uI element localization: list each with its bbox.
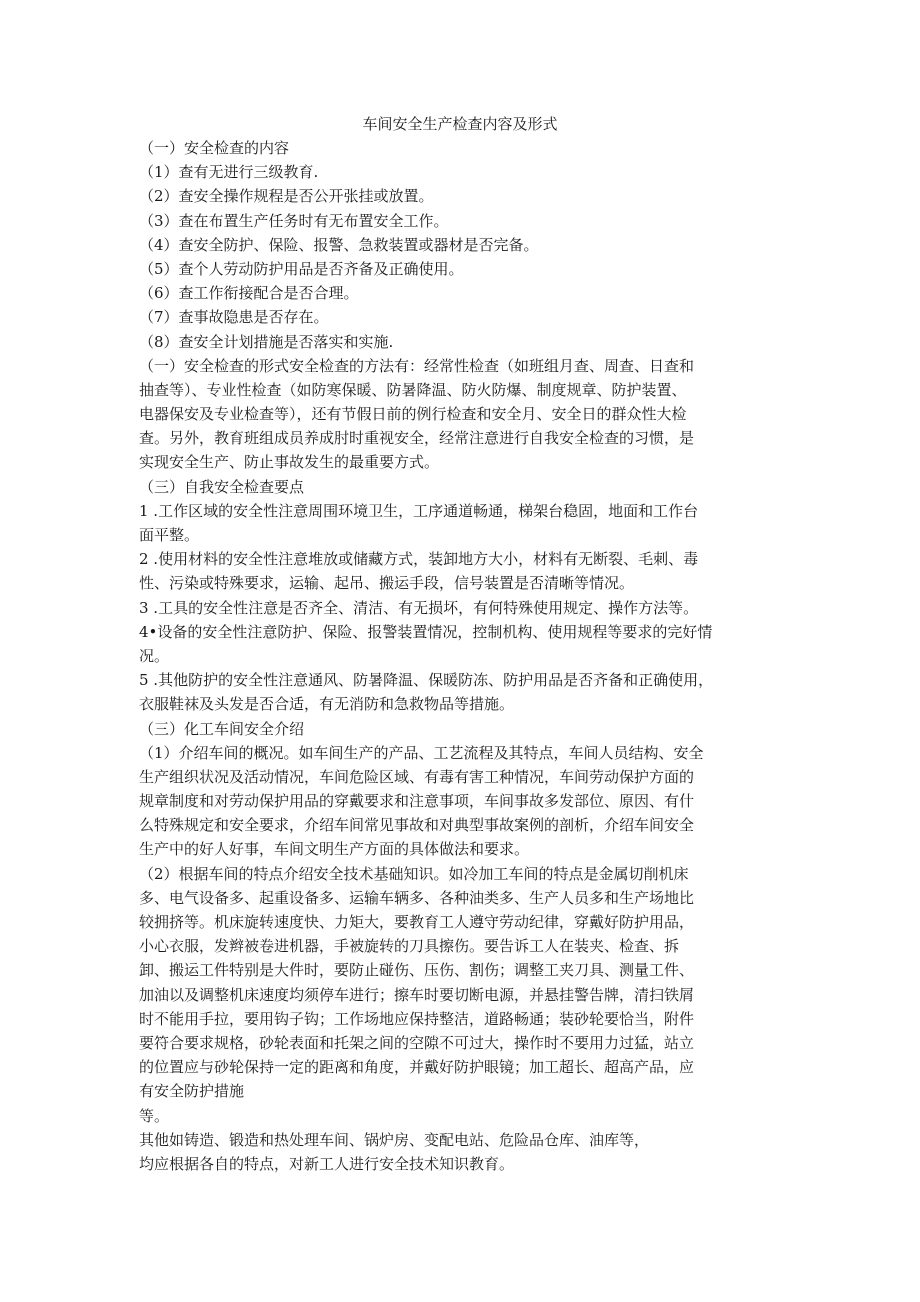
text-line: （三）化工车间安全介绍 xyxy=(139,719,305,738)
text-line: 么特殊规定和安全要求，介绍车间常见事故和对典型事故案例的剖析，介绍车间安全 xyxy=(139,816,695,835)
text-line: 小心衣服，发辫被卷进机器，手被旋转的刀具擦伤。要告诉工人在装夹、检查、拆 xyxy=(139,937,680,956)
text-line: 抽查等）、专业性检查（如防寒保暖、防暑降温、防火防爆、制度规章、防护装置、 xyxy=(139,380,687,399)
text-line: 4•设备的安全性注意防护、保险、报警装置情况，控制机构、使用规程等要求的完好情 xyxy=(139,622,713,641)
text-line: 生产中的好人好事，车间文明生产方面的具体做法和要求。 xyxy=(139,840,530,859)
text-line: 的位置应与砂轮保持一定的距离和角度，并戴好防护眼镜；加工超长、超高产品，应 xyxy=(139,1058,695,1077)
text-line: （一）安全检查的内容 xyxy=(139,139,290,157)
text-line: （1）介绍车间的概况。如车间生产的产品、工艺流程及其特点，车间人员结构、安全 xyxy=(139,743,704,762)
text-line: （2）根据车间的特点介绍安全技术基础知识。如冷加工车间的特点是金属切削机床 xyxy=(139,864,689,883)
text-line: 实现安全生产、防止事故发生的最重要方式。 xyxy=(139,453,440,472)
text-line: 要符合要求规格，砂轮表面和托架之间的空隙不可过大，操作时不要用力过猛，站立 xyxy=(139,1033,695,1052)
text-line: （4）查安全防护、保险、报警、急救装置或器材是否完备。 xyxy=(139,235,539,254)
text-line: 有安全防护措施 xyxy=(139,1082,245,1101)
text-line: 卸、搬运工件特别是大件时，要防止碰伤、压伤、割伤；调整工夹刀具、测量工件、 xyxy=(139,961,695,980)
text-line: （2）查安全操作规程是否公开张挂或放置。 xyxy=(139,187,434,206)
text-line: 查。另外，教育班组成员养成肘时重视安全，经常注意进行自我安全检查的习惯，是 xyxy=(139,429,695,448)
text-line: （8）查安全计划措施是否落实和实施. xyxy=(139,332,394,351)
text-line: 5 .其他防护的安全性注意通风、防暑降温、保暖防冻、防护用品是否齐备和正确使用， xyxy=(139,671,714,690)
text-line: 多、电气设备多、起重设备多、运输车辆多、各种油类多、生产人员多和生产场地比 xyxy=(139,888,695,907)
text-line: 时不能用手拉，要用钩子钩；工作场地应保持整洁，道路畅通；装砂轮要恰当，附件 xyxy=(139,1009,695,1028)
text-line: 性、污染或特殊要求，运输、起吊、搬运手段，信号装置是否清晰等情况。 xyxy=(139,574,635,593)
document-title: 车间安全生产检查内容及形式 xyxy=(362,115,558,133)
text-line: 3 .工具的安全性注意是否齐全、清洁、有无损坏，有何特殊使用规定、操作方法等。 xyxy=(139,598,699,617)
text-line: （5）查个人劳动防护用品是否齐备及正确使用。 xyxy=(139,259,464,278)
text-line: 面平整。 xyxy=(139,526,200,544)
text-line: 其他如铸造、锻造和热处理车间、锅炉房、变配电站、危险品仓库、油库等， xyxy=(139,1130,650,1149)
text-line: （7）查事故隐患是否存在。 xyxy=(139,308,329,327)
text-line: （三）自我安全检查要点 xyxy=(139,477,305,496)
text-line: 等。 xyxy=(139,1106,170,1125)
text-line: （一）安全检查的形式安全检查的方法有：经常性检查（如班组月查、周查、日查和 xyxy=(139,356,695,375)
text-line: 加油以及调整机床速度均须停车进行；擦车时要切断电源，并悬挂警告牌，清扫铁屑 xyxy=(139,985,695,1004)
text-line: 衣服鞋袜及头发是否合适，有无消防和急救物品等措施。 xyxy=(139,695,515,714)
text-line: 况。 xyxy=(139,646,170,665)
text-line: 2 .使用材料的安全性注意堆放或储藏方式，装卸地方大小，材料有无断裂、毛刺、毒 xyxy=(139,550,699,569)
text-line: 1 .工作区域的安全性注意周围环境卫生，工序通道畅通，梯架台稳固，地面和工作台 xyxy=(139,501,699,520)
text-line: （1）查有无进行三级教育. xyxy=(139,163,319,182)
text-line: 电器保安及专业检查等），还有节假日前的例行检查和安全月、安全日的群众性大检 xyxy=(139,405,687,424)
text-line: 均应根据各自的特点，对新工人进行安全技术知识教育。 xyxy=(139,1154,515,1173)
text-line: 生产组织状况及活动情况，车间危险区域、有毒有害工种情况，车间劳动保护方面的 xyxy=(139,767,695,786)
text-line: （6）查工作衔接配合是否合理。 xyxy=(139,284,359,303)
text-line: 规章制度和对劳动保护用品的穿戴要求和注意事项，车间事故多发部位、原因、有什 xyxy=(139,792,695,811)
text-line: 较拥挤等。机床旋转速度快、力矩大，要教育工人遵守劳动纪律，穿戴好防护用品， xyxy=(139,913,695,931)
document-body xyxy=(139,136,799,1176)
text-line: （3）查在布置生产任务时有无布置安全工作。 xyxy=(139,211,449,230)
